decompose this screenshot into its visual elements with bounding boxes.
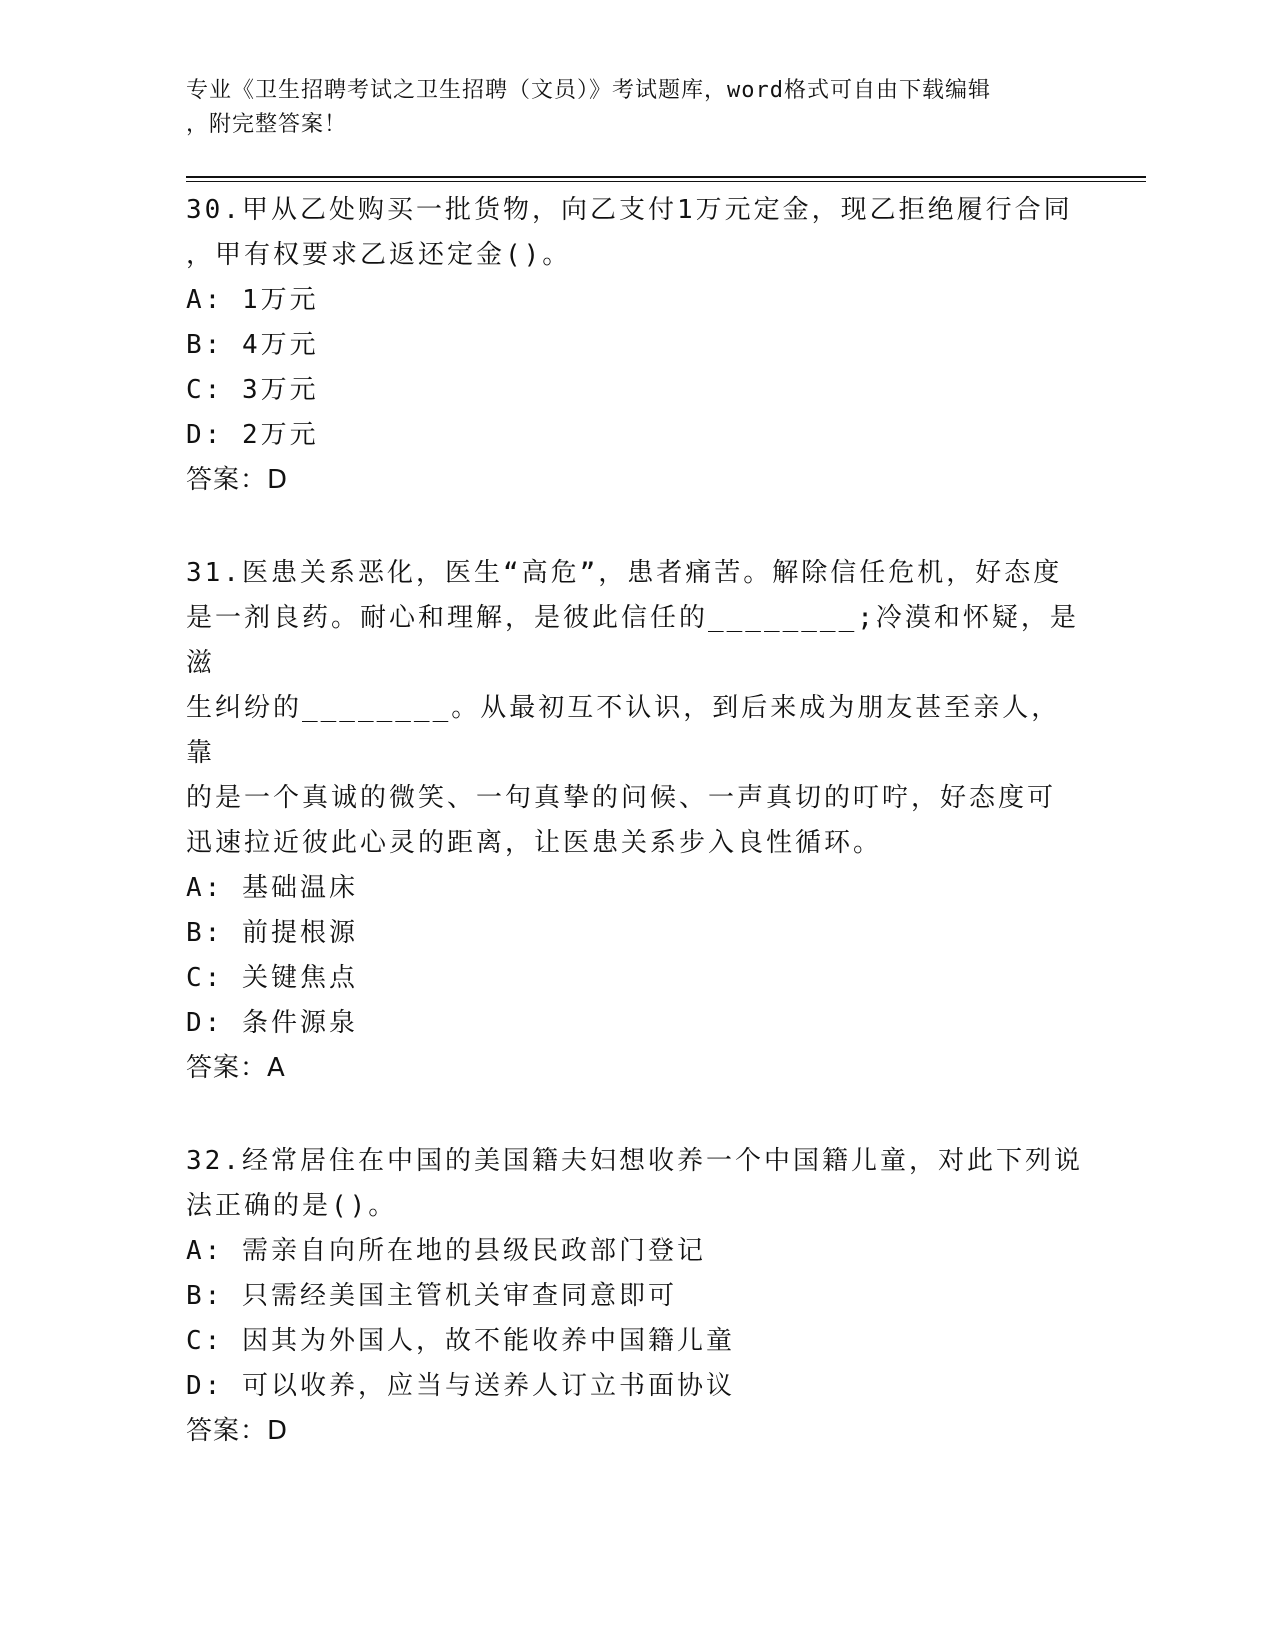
question-text-line: 31.医患关系恶化，医生“高危”，患者痛苦。解除信任危机，好态度 xyxy=(186,558,1063,588)
option-a: A: 需亲自向所在地的县级民政部门登记 xyxy=(186,1236,706,1266)
option-a: A: 基础温床 xyxy=(186,873,358,903)
option-b: B: 前提根源 xyxy=(186,918,358,948)
question-30 xyxy=(186,188,1086,503)
question-list xyxy=(186,188,1086,1502)
question-text-line: 30.甲从乙处购买一批货物，向乙支付1万元定金，现乙拒绝履行合同 xyxy=(186,195,1073,225)
question-text-line: 的是一个真诚的微笑、一句真挚的问候、一声真切的叮咛，好态度可 xyxy=(186,783,1057,813)
option-d: D: 条件源泉 xyxy=(186,1008,358,1038)
option-a: A: 1万元 xyxy=(186,285,319,315)
option-d: D: 2万元 xyxy=(186,420,319,450)
document-header xyxy=(186,74,1086,142)
question-32 xyxy=(186,1139,1086,1454)
option-c: C: 3万元 xyxy=(186,375,319,405)
answer-label: 答案：D xyxy=(186,1416,289,1446)
question-text-line: ，甲有权要求乙返还定金()。 xyxy=(186,240,572,270)
answer-label: 答案：A xyxy=(186,1053,286,1083)
question-text-line: 生纠纷的________。从最初互不认识，到后来成为朋友甚至亲人，靠 xyxy=(186,693,1061,768)
header-divider-thick xyxy=(186,176,1146,178)
option-b: B: 只需经美国主管机关审查同意即可 xyxy=(186,1281,677,1311)
question-text-line: 是一剂良药。耐心和理解，是彼此信任的________;冷漠和怀疑，是滋 xyxy=(186,603,1079,678)
header-line-2: ，附完整答案！ xyxy=(186,112,348,137)
option-b: B: 4万元 xyxy=(186,330,319,360)
option-c: C: 关键焦点 xyxy=(186,963,358,993)
option-d: D: 可以收养，应当与送养人订立书面协议 xyxy=(186,1371,735,1401)
question-text-line: 32.经常居住在中国的美国籍夫妇想收养一个中国籍儿童，对此下列说 xyxy=(186,1146,1083,1176)
answer-label: 答案：D xyxy=(186,465,289,495)
option-c: C: 因其为外国人，故不能收养中国籍儿童 xyxy=(186,1326,735,1356)
header-divider-thin xyxy=(186,181,1146,182)
header-line-1: 专业《卫生招聘考试之卫生招聘（文员）》考试题库，word格式可自由下载编辑 xyxy=(186,78,991,103)
question-text-line: 法正确的是()。 xyxy=(186,1191,398,1221)
question-text-line: 迅速拉近彼此心灵的距离，让医患关系步入良性循环。 xyxy=(186,828,883,858)
question-31 xyxy=(186,551,1086,1091)
